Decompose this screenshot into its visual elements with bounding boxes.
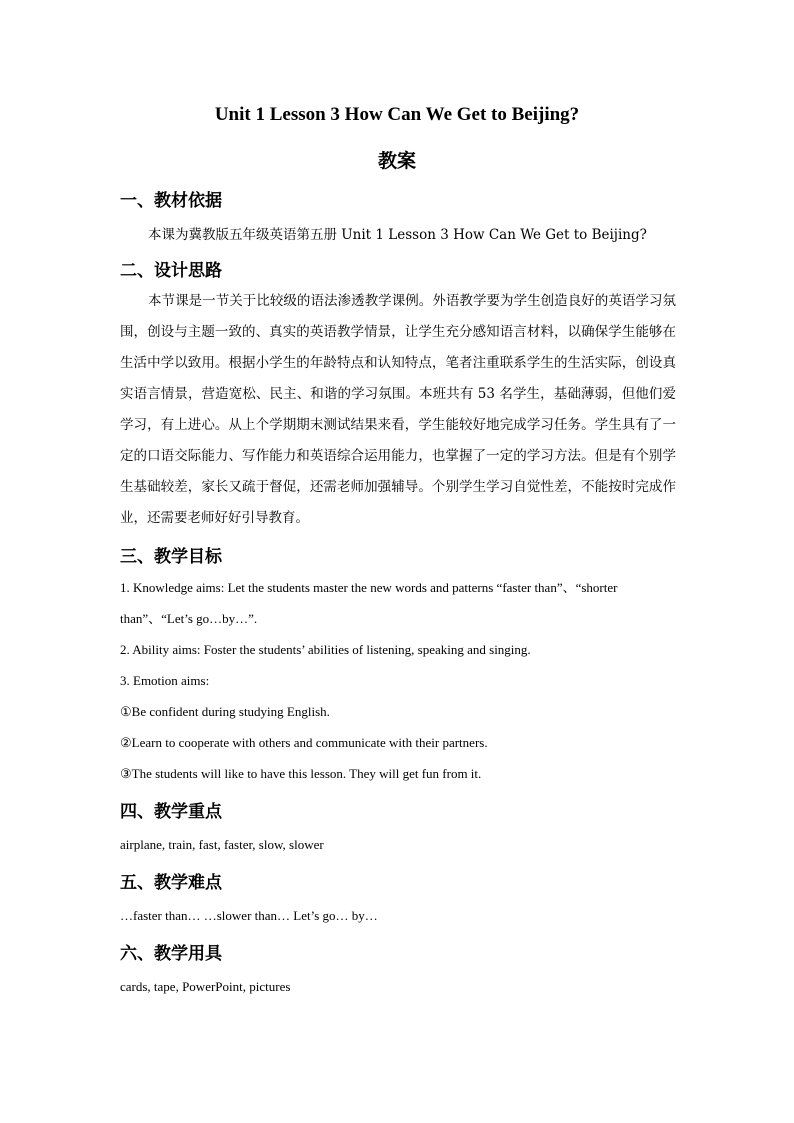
emotion-item-3 <box>120 758 676 789</box>
section-heading-3: 三、教学目标 <box>120 547 222 567</box>
emotion-item-1-text: Be confident during studying English. <box>131 704 330 719</box>
section-text-2: 本节课是一节关于比较级的语法渗透教学课例。外语教学要为学生创造良好的英语学习氛围，创设与主题一致的、真实的英语教学情景，让学生充分感知语言材料，以确保学生能够在生活中学以致用。根据小学生的年龄特点和认知特点，笔者注重联系学生的生活实际，创设真实语言情景，营造宽松、民主、和谐的学习氛围。本班共有 53 名学生，基础薄弱，但他们爱学习，有上进心。从上个学期期末测试结果来看，学生能较好地完成学习任务。学生具有了一定的口语交际能力、写作能力和英语综合运用能力，也掌握了一定的学习方法。但是有个别学生基础较差，家长又疏于督促，还需老师加强辅导。个别学生学习自觉性差，不能按时完成作业，还需要老师好好引导教育。 <box>120 293 676 526</box>
aim-knowledge: 1. Knowledge aims: Let the students master the new words and patterns “faster than”、“shorter than”、“Let’s go…by…”. <box>120 580 618 626</box>
emotion-item-2 <box>120 727 676 758</box>
aim-ability: 2. Ability aims: Foster the students’ abilities of listening, speaking and singing. <box>120 642 531 657</box>
item-marker-3: ③ <box>120 766 132 781</box>
section-text-1: 本课为冀教版五年级英语第五册 Unit 1 Lesson 3 How Can We Get to Beijing? <box>148 227 647 243</box>
section-heading-4: 四、教学重点 <box>120 802 222 822</box>
section-heading-6: 六、教学用具 <box>120 944 222 964</box>
document-body <box>120 188 676 1002</box>
section-heading-5: 五、教学难点 <box>120 873 222 893</box>
section-text-5: …faster than… …slower than… Let’s go… by… <box>120 908 378 923</box>
section-heading-1: 一、教材依据 <box>120 191 222 211</box>
document-subtitle: 教案 <box>377 150 416 172</box>
emotion-item-1 <box>120 696 676 727</box>
item-marker-1: ① <box>120 704 132 719</box>
emotion-item-2-text: Learn to cooperate with others and communicate with their partners. <box>131 735 488 750</box>
item-marker-2: ② <box>120 735 132 750</box>
section-heading-2: 二、设计思路 <box>120 261 222 281</box>
section-text-6: cards, tape, PowerPoint, pictures <box>120 979 291 994</box>
section-text-4: airplane, train, fast, faster, slow, slower <box>120 837 324 852</box>
emotion-item-3-text: The students will like to have this lesson. They will get fun from it. <box>131 766 482 781</box>
document-title: Unit 1 Lesson 3 How Can We Get to Beijing? <box>214 104 580 125</box>
aim-emotion: 3. Emotion aims: <box>120 673 210 688</box>
